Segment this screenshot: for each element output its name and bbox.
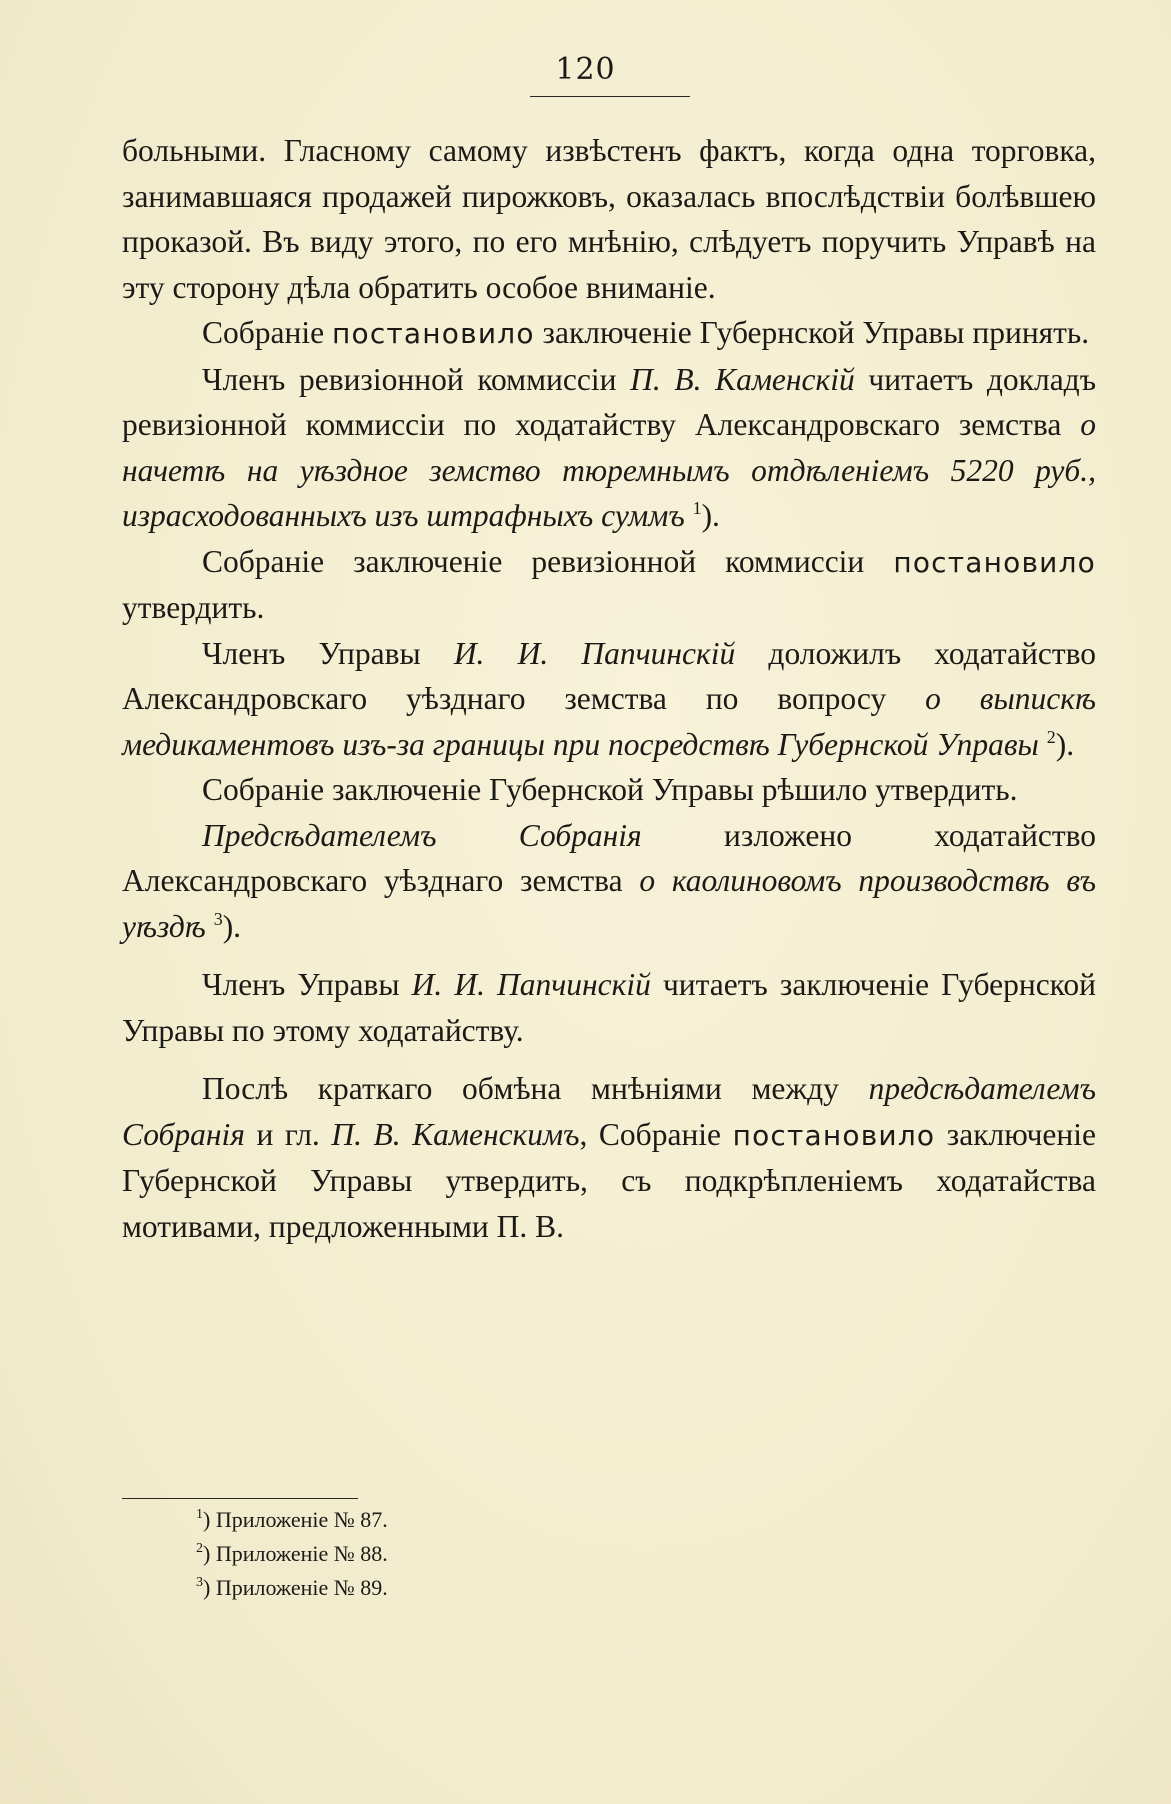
text-run: доложилъ ходатайство Александровскаго уѣзднаго земства по вопросу [122,635,1096,716]
spaced-emphasis: постановило [732,1118,936,1152]
footnote-reference: 2 [1046,726,1056,747]
text-run: ). [701,498,720,533]
italic-phrase: П. В. Каменскій [630,361,855,397]
italic-phrase: о начетѣ на уѣздное земство тюремнымъ отдѣленіемъ 5220 руб., израсходованныхъ изъ штрафныхъ суммъ [122,407,1096,533]
footnote-mark: 3 [196,1575,203,1590]
text-run: Собраніе [202,315,332,350]
footnote-text: ) Приложеніе № 87. [203,1507,388,1532]
footnote-mark: 1 [196,1507,203,1522]
text-run: и гл. [244,1116,332,1152]
text-run: больными. Гласному самому извѣстенъ фактъ, когда одна торговка, занимавшаяся продажей пирожковъ, оказалась впослѣдствіи болѣвшею проказой. Въ виду этого, по его мнѣнію, слѣдуетъ поручить Управѣ на эту сторону дѣла обратить особое вниманіе. [122,133,1096,305]
text-run: Членъ Управы [202,967,412,1002]
paragraph [122,631,1096,768]
text-run: Собраніе заключеніе ревизіонной коммиссіи [202,543,894,579]
text-run: Послѣ краткаго обмѣна мнѣніями между [202,1071,869,1106]
footnote-rule [122,1498,358,1499]
text-run [206,909,214,944]
text-run: ). [1055,726,1075,762]
text-run: изложено ходатайство Александровскаго уѣзднаго земства [122,817,1097,898]
text-run: читаетъ заключеніе Губернской Управы по этому ходатайству. [122,967,1096,1048]
paragraph [122,767,1096,813]
text-run: читаетъ докладъ ревизіонной коммиссіи по ходатайству Александровскаго земства [122,361,1096,442]
body-text [122,128,1096,1249]
paragraph [122,539,1096,631]
footnotes [196,1503,388,1605]
text-run: Членъ ревизіонной коммиссіи [202,361,631,397]
italic-phrase: И. И. Папчинскій [453,635,736,671]
text-run [685,498,693,533]
text-run: , Собраніе [579,1116,733,1152]
text-run: Членъ Управы [202,635,454,671]
italic-phrase: предсѣдателемъ Собранія [122,1071,1096,1152]
paragraph [122,310,1096,357]
italic-phrase: Предсѣдателемъ Собранія [202,817,642,853]
page-number: 120 [555,52,616,87]
text-run [1039,727,1047,762]
paragraph [122,962,1096,1053]
italic-phrase: П. В. Каменскимъ [331,1116,580,1152]
text-run: заключеніе Губернской Управы утвердить, съ подкрѣпленіемъ ходатайства мотивами, предложенными П. В. [122,1116,1096,1244]
footnote-mark: 2 [196,1541,203,1556]
paragraph [122,128,1096,310]
footnote [196,1571,388,1605]
text-run: утвердить. [122,590,265,625]
footnote [196,1537,388,1571]
paragraph [122,813,1096,950]
footnote-reference: 1 [692,498,702,518]
spaced-emphasis: постановило [331,317,535,350]
footnote [196,1503,388,1537]
page-number-rule [530,96,690,97]
paragraph [122,1066,1096,1249]
italic-phrase: о выпискѣ медикаментовъ изъ-за границы при посредствѣ Губернской Управы [122,681,1097,762]
text-run: ). [222,908,242,944]
footnote-text: ) Приложеніе № 88. [203,1541,388,1566]
footnote-text: ) Приложеніе № 89. [203,1575,388,1600]
italic-phrase: о каолиновомъ производствѣ въ уѣздѣ [122,863,1096,944]
text-run: заключеніе Губернской Управы принять. [534,315,1090,350]
footnote-reference: 3 [213,908,223,929]
text-run: Собраніе заключеніе Губернской Управы рѣшило утвердить. [202,772,1018,807]
paragraph [122,357,1096,539]
italic-phrase: И. И. Папчинскій [411,967,651,1002]
spaced-emphasis: постановило [893,545,1096,579]
